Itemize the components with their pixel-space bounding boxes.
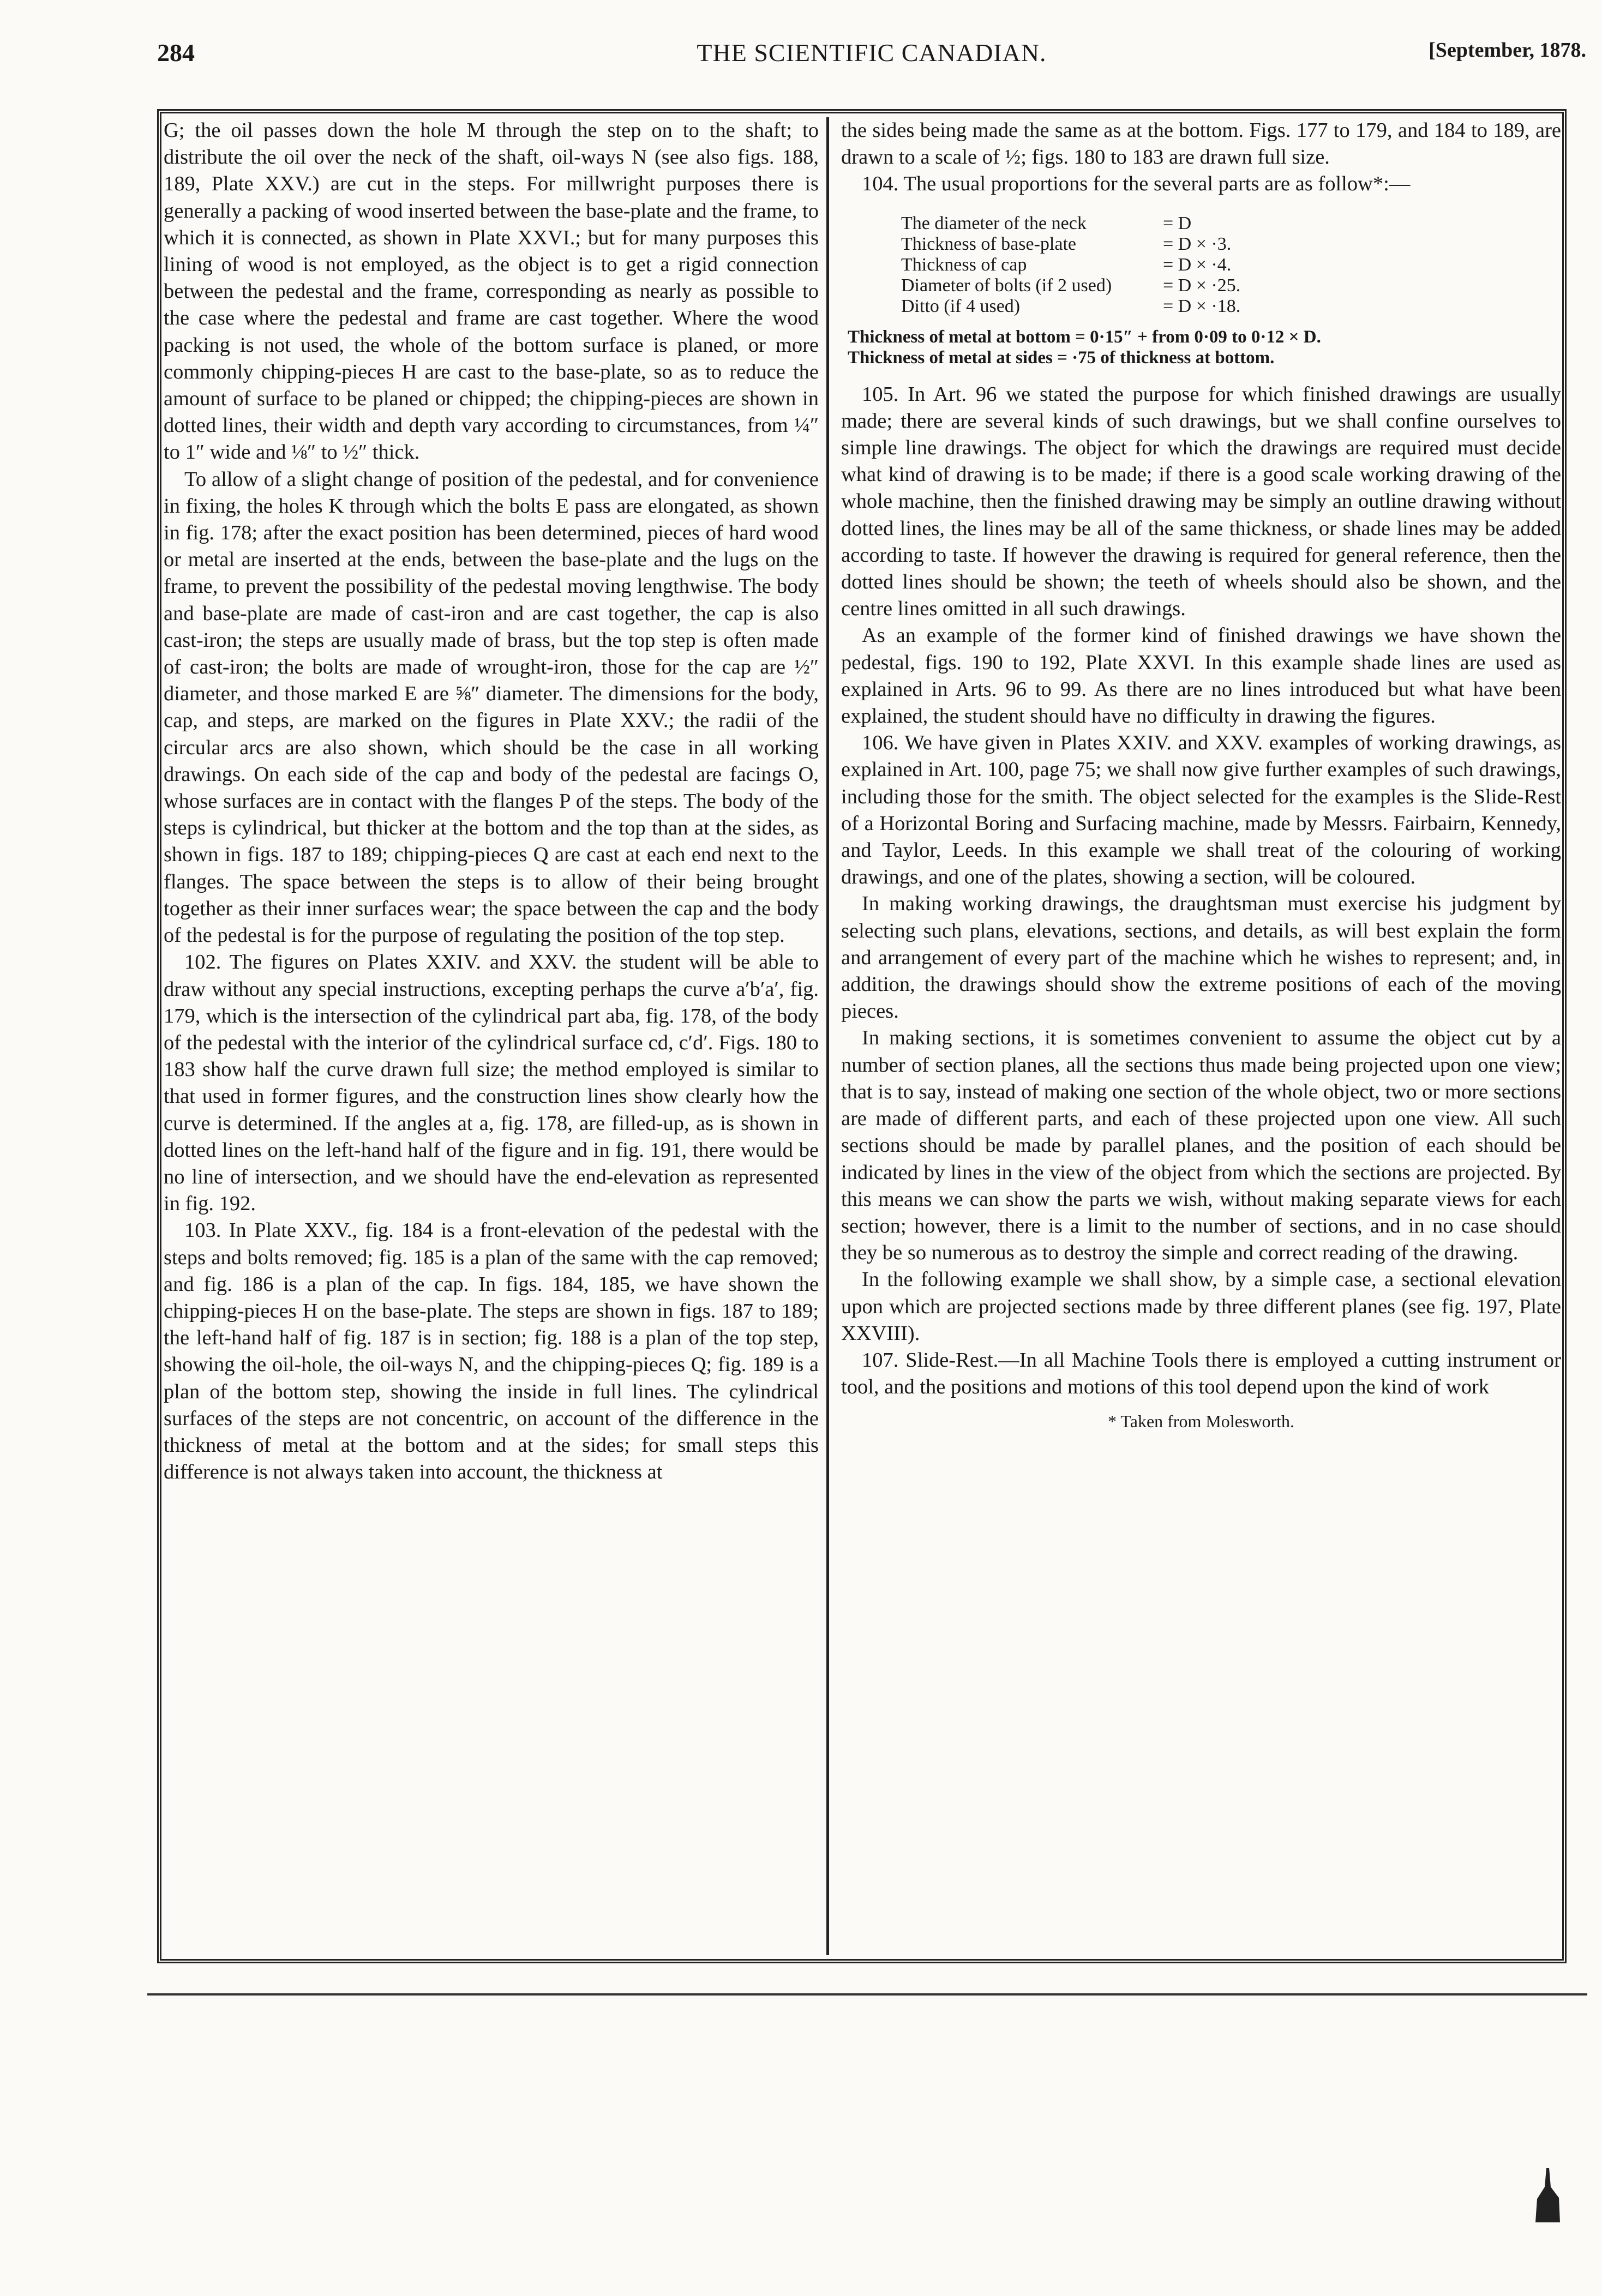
- paragraph: In making sections, it is sometimes convenient to assume the object cut by a number of section planes, all the sections thus made being projected upon one view; that is to say, instead of making one section of the whole object, two or more sections are made of different parts, and each of these projected upon one view. All such sections should be made by parallel planes, and the position of each should be indicated by lines in the view of the object from which the sections are projected. By this means we can show the parts we wish, without making separate views for each section; however, there is a limit to the number of sections, and in no case should they be so numerous as to destroy the simple and correct reading of the drawing.: [841, 1026, 1561, 1265]
- paragraph-107: 107. Slide-Rest.—In all Machine Tools there is employed a cutting instrument or tool, and the positions and motions of this tool depend upon the kind of work: [841, 1348, 1561, 1399]
- paragraph: As an example of the former kind of finished drawings we have shown the pedestal, figs. 190 to 192, Plate XXVI. In this example shade lines are used as explained in Arts. 96 to 99. As there are no lines introduced but what have been explained, the student should have no difficulty in drawing the figures.: [841, 624, 1561, 728]
- issue-date: [September, 1878.: [1429, 39, 1586, 62]
- ink-smudge-icon: [1533, 2165, 1563, 2225]
- paragraph-104: 104. The usual proportions for the several parts are as follow*:—: [862, 172, 1411, 196]
- table-row: [901, 213, 1240, 234]
- table-row: [901, 275, 1240, 296]
- proportion-value: = D: [1163, 213, 1192, 233]
- proportion-label: Thickness of cap: [901, 254, 1027, 275]
- paragraph: In the following example we shall show, by a simple case, a sectional elevation upon which are projected sections made by three different planes (see fig. 197, Plate XXVIII).: [841, 1268, 1561, 1345]
- paragraph-102: 102. The figures on Plates XXIV. and XXV. the student will be able to draw without any special instructions, excepting perhaps the curve a′b′a′, fig. 179, which is the intersection of the cylindrical part aba, fig. 178, of the body of the pedestal with the interior of the cylindrical surface cd, c′d′. Figs. 180 to 183 show half the curve drawn full size; the method employed is similar to that used in former figures, and the construction lines show clearly how the curve is determined. If the angles at a, fig. 178, are filled-up, as is shown in dotted lines on the left-hand half of the figure and in fig. 191, there would be no line of intersection, and we should have the end-elevation as represented in fig. 192.: [164, 951, 819, 1216]
- proportion-label: Thickness of base-plate: [901, 233, 1076, 254]
- paragraph-105: 105. In Art. 96 we stated the purpose for which finished drawings are usually made; there are several kinds of such drawings, but we shall confine ourselves to simple line drawings. The object for which the drawings are required must decide what kind of drawing is to be made; if there is a good scale working drawing of the whole machine, then the finished drawing may be simply an outline drawing without dotted lines, the lines may be all of the same thickness, or shade lines may be added according to taste. If however the drawing is required for general reference, then the dotted lines should be shown; the teeth of wheels should also be shown, and the centre lines omitted in all such drawings.: [841, 382, 1561, 621]
- journal-title: THE SCIENTIFIC CANADIAN.: [697, 39, 1047, 67]
- page-number: 284: [157, 39, 195, 67]
- paragraph: To allow of a slight change of position of the pedestal, and for convenience in fixing, the holes K through which the bolts E pass are elongated, as shown in fig. 178; after the exact position has been determined, pieces of hard wood or metal are inserted at the ends, between the base-plate and the lugs on the frame, to prevent the possibility of the pedestal moving lengthwise. The body and base-plate are made of cast-iron and are cast together, the cap is also cast-iron; the steps are usually made of brass, but the top step is often made of cast-iron; the bolts are made of wrought-iron, those for the cap are ½″ diameter, and those marked E are ⅝″ diameter. The dimensions for the body, cap, and steps, are marked on the figures in Plate XXV.; the radii of the circular arcs are also shown, which should be the case in all working drawings. On each side of the cap and body of the pedestal are facings O, whose surfaces are in contact with the flanges P of the steps. The body of the steps is cylindrical, but thicker at the bottom and the top than at the sides, as shown in figs. 187 to 189; chipping-pieces Q are cast at each end next to the flanges. The space between the steps is to allow of their being brought together as their inner surfaces wear; the space between the cap and the body of the pedestal is for the purpose of regulating the position of the top step.: [164, 467, 819, 947]
- thickness-bottom: Thickness of metal at bottom = 0·15″ + from 0·09 to 0·12 × D.: [848, 327, 1321, 347]
- proportion-value: = D × ·25.: [1163, 275, 1241, 296]
- table-row: [901, 296, 1240, 317]
- table-row: [901, 255, 1240, 275]
- paragraph: the sides being made the same as at the bottom. Figs. 177 to 179, and 184 to 189, are drawn to a scale of ½; figs. 180 to 183 are drawn full size.: [841, 119, 1561, 169]
- proportion-value: = D × ·3.: [1163, 233, 1232, 254]
- thickness-sides: Thickness of metal at sides = ·75 of thickness at bottom.: [848, 347, 1275, 368]
- proportion-value: = D × ·18.: [1163, 296, 1241, 316]
- paragraph-106: 106. We have given in Plates XXIV. and XXV. examples of working drawings, as explained in Art. 100, page 75; we shall now give further examples of such drawings, including those for the smith. The object selected for the examples is the Slide-Rest of a Horizontal Boring and Surfacing machine, made by Messrs. Fairbairn, Kennedy, and Taylor, Leeds. In this example we shall treat of the colouring of working drawings, and one of the plates, showing a section, will be coloured.: [841, 731, 1561, 889]
- paragraph: In making working drawings, the draughtsman must exercise his judgment by selecting such plans, elevations, sections, and details, as will best explain the form and arrangement of every part of the machine which he wishes to represent; and, in addition, the drawings should show the extreme positions of each of the moving pieces.: [841, 892, 1561, 1023]
- bottom-rule: [147, 1993, 1587, 1996]
- thickness-formulas: [848, 327, 1561, 368]
- proportions-table: [901, 213, 1240, 317]
- proportion-value: = D × ·4.: [1163, 254, 1232, 275]
- page-header: [157, 38, 1586, 82]
- proportion-label: Ditto (if 4 used): [901, 296, 1021, 316]
- proportion-label: Diameter of bolts (if 2 used): [901, 275, 1112, 296]
- footnote: * Taken from Molesworth.: [1108, 1411, 1294, 1432]
- table-row: [901, 234, 1240, 255]
- left-column: [164, 117, 829, 1955]
- proportion-label: The diameter of the neck: [901, 213, 1087, 233]
- paragraph: G; the oil passes down the hole M through the step on to the shaft; to distribute the oil over the neck of the shaft, oil-ways N (see also figs. 188, 189, Plate XXV.) are cut in the steps. For millwright purposes there is generally a packing of wood inserted between the base-plate and the frame, to which it is connected, as shown in Plate XXVI.; but for many purposes this lining of wood is not employed, as the object is to get a rigid connection between the pedestal and the frame, corresponding as nearly as possible to the case where the pedestal and frame are cast together. Where the wood packing is not used, the whole of the bottom surface is planed, or more commonly chipping-pieces H are cast to the base-plate, so as to reduce the amount of surface to be planed or chipped; the chipping-pieces are shown in dotted lines, their width and depth vary according to circumstances, from ¼″ to 1″ wide and ⅛″ to ½″ thick.: [164, 119, 819, 464]
- paragraph-103: 103. In Plate XXV., fig. 184 is a front-elevation of the pedestal with the steps and bolts removed; fig. 185 is a plan of the same with the cap removed; and fig. 186 is a plan of the cap. In figs. 184, 185, we have shown the chipping-pieces H on the base-plate. The steps are shown in figs. 187 to 189; the left-hand half of fig. 187 is in section; fig. 188 is a plan of the top step, showing the oil-hole, the oil-ways N, and the chipping-pieces Q; fig. 189 is a plan of the bottom step, showing the inside in full lines. The cylindrical surfaces of the steps are not concentric, on account of the difference in the thickness of metal at the bottom and at the sides; for small steps this difference is not always taken into account, the thickness at: [164, 1219, 819, 1484]
- right-column: [841, 117, 1561, 1955]
